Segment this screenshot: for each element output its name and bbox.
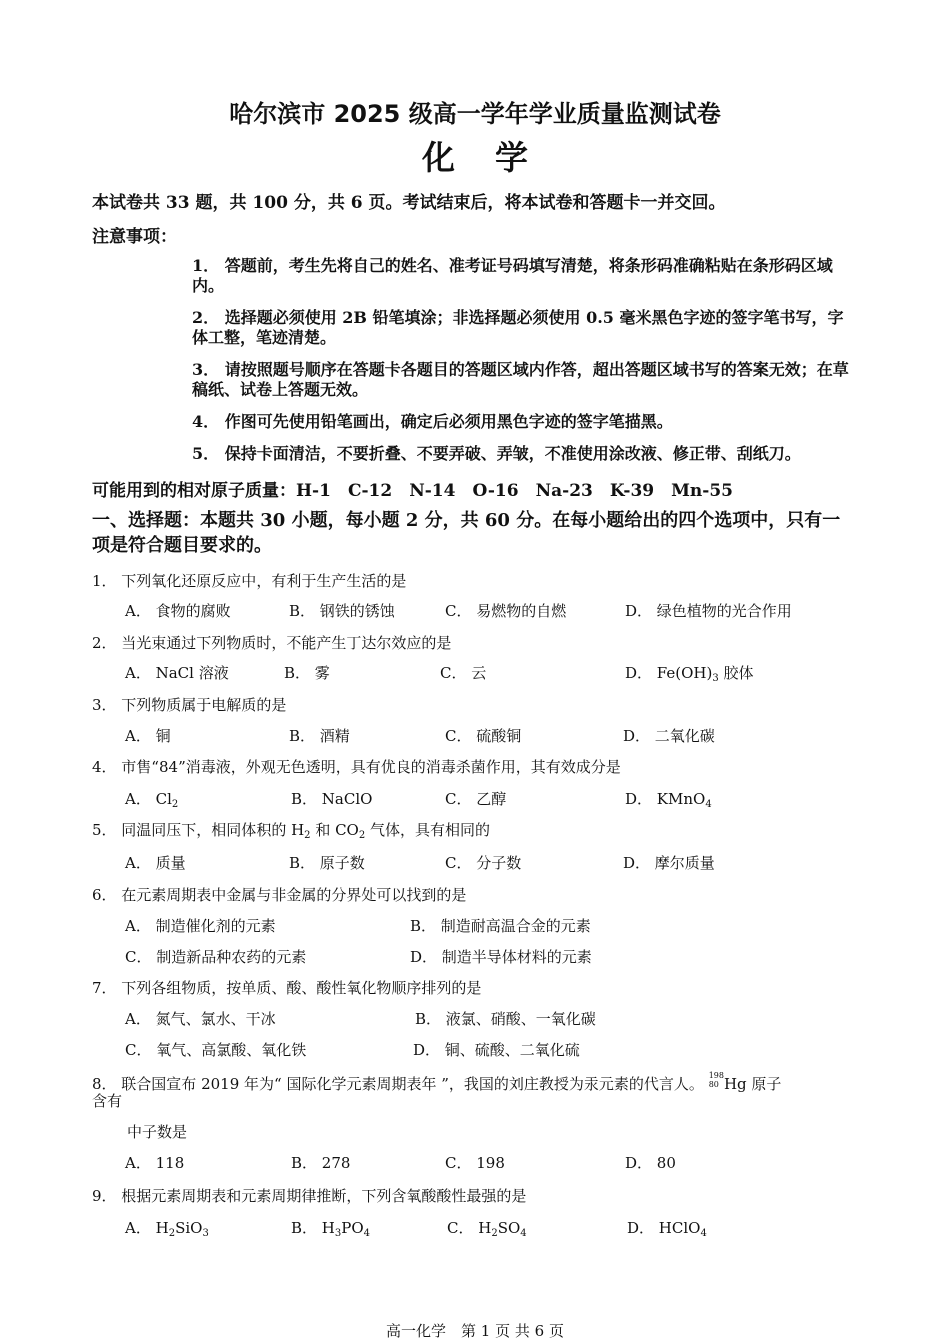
q3-option-c: C． 硫酸铜 [445, 727, 522, 745]
q3-option-d: D． 二氧化碳 [623, 727, 715, 745]
q1-option-c: C． 易燃物的自燃 [445, 602, 567, 620]
question-8-stem-line3: 中子数是 [127, 1123, 188, 1141]
note-item: 2． 选择题必须使用 2B 铅笔填涂；非选择题必须使用 0.5 毫米黑色字迹的签字笔书写，字体工整，笔迹清楚。 [192, 308, 844, 347]
q6-option-d: D． 制造半导体材料的元素 [410, 948, 592, 966]
q1-option-b: B． 钢铁的锈蚀 [289, 602, 395, 620]
q5-option-a: A． 质量 [125, 854, 186, 872]
q2-option-a: A． NaCl 溶液 [125, 664, 229, 682]
isotope-notation: 198 80 [708, 1071, 724, 1089]
q8-option-a: A． 118 [125, 1154, 185, 1172]
exam-intro: 本试卷共 33 题，共 100 分，共 6 页。考试结束后，将本试卷和答题卡一并交回。 [92, 193, 726, 213]
q9-option-d: D． HClO$_4$ [627, 1219, 707, 1239]
q9-option-c: C． $H_2SO_4$ [447, 1219, 527, 1239]
atomic-masses: 可能用到的相对原子质量：H-1 C-12 N-14 O-16 Na-23 K-39 Mn-55 [92, 481, 733, 501]
subject-title: 化学 [422, 138, 568, 177]
q1-option-a: A． 食物的腐败 [125, 602, 231, 620]
question-8-stem-line2: 含有 [92, 1092, 123, 1110]
q5-option-d: D． 摩尔质量 [623, 854, 715, 872]
question-3-stem: 3． 下列物质属于电解质的是 [92, 696, 287, 714]
question-8-stem: 8． 联合国宣布 2019 年为“ 国际化学元素周期表年 ”，我国的刘庄教授为汞元素的代言人。 198 80 Hg 原子 [92, 1071, 782, 1093]
q2-option-d: D． $Fe(OH)_3$ 胶体 [625, 664, 754, 684]
q3-option-a: A． 铜 [125, 727, 171, 745]
q6-option-a: A． 制造催化剂的元素 [125, 917, 276, 935]
q8-option-b: B． 278 [291, 1154, 351, 1172]
q3-option-b: B． 酒精 [289, 727, 350, 745]
note-item: 5． 保持卡面清洁，不要折叠、不要弄破、弄皱，不准使用涂改液、修正带、刮纸刀。 [192, 444, 801, 463]
note-item: 4． 作图可先使用铅笔画出，确定后必须用黑色字迹的签字笔描黑。 [192, 412, 673, 431]
notes-heading: 注意事项： [92, 227, 177, 247]
q7-option-a: A． 氮气、氯水、干冰 [125, 1010, 276, 1028]
page-footer: 高一化学 第 1 页 共 6 页 [386, 1322, 564, 1340]
note-item: 1． 答题前，考生先将自己的姓名、准考证号码填写清楚，将条形码准确粘贴在条形码区域内。 [192, 256, 833, 295]
q1-option-d: D． 绿色植物的光合作用 [625, 602, 792, 620]
q7-option-c: C． 氧气、高氯酸、氧化铁 [125, 1041, 307, 1059]
question-1-stem: 1． 下列氧化还原反应中，有利于生产生活的是 [92, 572, 407, 590]
q2-option-c: C． 云 [440, 664, 487, 682]
q4-option-a: A． $Cl_2$ [125, 790, 179, 810]
section-one-heading: 一、选择题：本题共 30 小题，每小题 2 分，共 60 分。在每小题给出的四个选项中，只有一项是符合题目要求的。 [92, 510, 841, 556]
q5-option-b: B． 原子数 [289, 854, 365, 872]
q2-option-b: B． 雾 [284, 664, 330, 682]
q5-option-c: C． 分子数 [445, 854, 522, 872]
question-2-stem: 2． 当光束通过下列物质时，不能产生丁达尔效应的是 [92, 634, 452, 652]
question-6-stem: 6． 在元素周期表中金属与非金属的分界处可以找到的是 [92, 886, 467, 904]
q4-option-d: D． KMnO$_4$ [625, 790, 712, 810]
q8-option-c: C． 198 [445, 1154, 505, 1172]
q6-option-c: C． 制造新品种农药的元素 [125, 948, 307, 966]
question-5-stem: 5． 同温同压下，相同体积的 $H_2$ 和 $CO_2$ 气体，具有相同的 [92, 821, 491, 841]
q8-option-d: D． 80 [625, 1154, 676, 1172]
q9-option-b: B． $H_3PO_4$ [291, 1219, 371, 1239]
question-9-stem: 9． 根据元素周期表和元素周期律推断，下列含氧酸酸性最强的是 [92, 1187, 527, 1205]
q4-option-b: B． NaClO [291, 790, 373, 808]
question-4-stem: 4． 市售“84”消毒液，外观无色透明，具有优良的消毒杀菌作用，其有效成分是 [92, 758, 621, 776]
q9-option-a: A． $H_2SiO_3$ [125, 1219, 209, 1239]
q6-option-b: B． 制造耐高温合金的元素 [410, 917, 591, 935]
q4-option-c: C． 乙醇 [445, 790, 507, 808]
note-item: 3． 请按照题号顺序在答题卡各题目的答题区域内作答，超出答题区域书写的答案无效；在草稿纸、试卷上答题无效。 [192, 360, 849, 399]
q7-option-d: D． 铜、硫酸、二氧化硫 [413, 1041, 580, 1059]
q7-option-b: B． 液氯、硝酸、一氧化碳 [415, 1010, 596, 1028]
question-7-stem: 7． 下列各组物质，按单质、酸、酸性氧化物顺序排列的是 [92, 979, 482, 997]
exam-title: 哈尔滨市 2025 级高一学年学业质量监测试卷 [229, 100, 721, 128]
